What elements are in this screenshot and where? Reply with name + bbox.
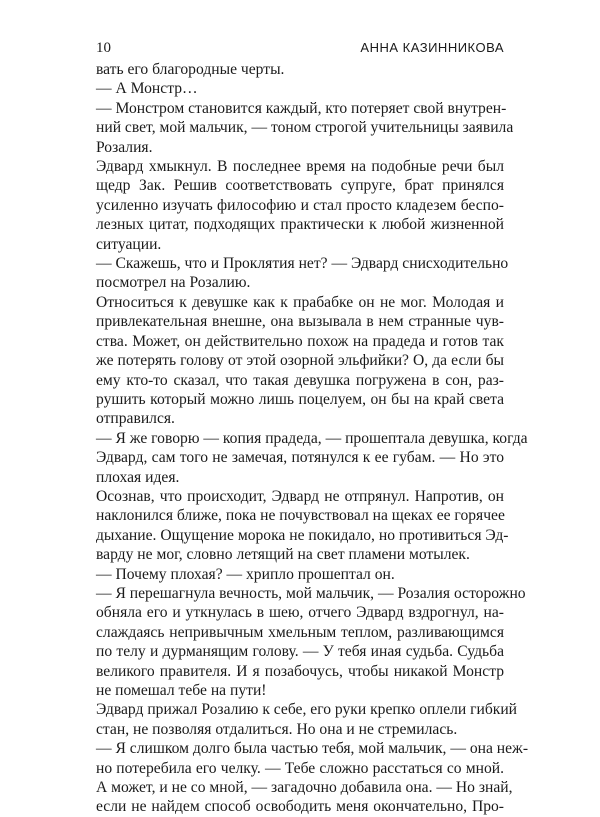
text-line: наклонился ближе, пока не почувствовал на щеках ее горячее [96, 507, 505, 525]
text-line: ства. Может, он действительно похож на прадеда и готов так [96, 332, 504, 350]
text-line: ему кто-то сказал, что такая девушка погружена в сон, раз- [96, 371, 504, 389]
text-line: Розалия. [96, 138, 153, 156]
text-line: Эдвард хмыкнул. В последнее время на подобные речи был [96, 158, 504, 176]
text-line: Осознав, что происходит, Эдвард не отпрянул. Напротив, он [96, 487, 504, 505]
text-line: стан, не позволяя отдалиться. Но она и не стремилась. [96, 720, 458, 738]
text-line: слаждаясь непривычным хмельным теплом, разливающимся [96, 623, 504, 641]
text-line: — Скажешь, что и Проклятия нет? — Эдвард снисходительно [96, 255, 509, 273]
page-number: 10 [96, 40, 111, 56]
text-line: Эдвард, сам того не замечая, потянулся к ее губам. — Но это [96, 449, 504, 467]
text-line: усиленно изучать философию и стал просто кладезем беспо- [96, 196, 504, 214]
text-line: плохая идея. [96, 468, 180, 486]
text-line: посмотрел на Розалию. [96, 274, 251, 292]
text-line: — Я перешагнула вечность, мой мальчик, — Розалия осторожно [96, 584, 526, 602]
text-line: рушить который можно лишь поцелуем, он бы на край света [96, 390, 504, 408]
author-running-head: АННА КАЗИННИКОВА [360, 40, 504, 55]
text-line: — Монстром становится каждый, кто потеряет свой внутрен- [96, 99, 507, 117]
text-line: — Почему плохая? — хрипло прошептал он. [96, 565, 395, 583]
text-line: — А Монстр… [96, 80, 198, 98]
page-header [96, 40, 504, 60]
text-line: по телу и дурманящим голову. — У тебя иная судьба. Судьба [96, 643, 504, 661]
text-line: ситуации. [96, 235, 162, 253]
text-line: великого правителя. И я позабочусь, чтобы никакой Монстр [96, 662, 504, 680]
text-line: же потерять голову от этой озорной эльфийки? О, да если бы [96, 352, 504, 370]
text-line: но потеребила его челку. — Тебе сложно расстаться со мной. [96, 759, 504, 777]
text-line: щедр Зак. Решив соответствовать супруге, брат принялся [96, 177, 504, 195]
text-line: — Я слишком долго была частью тебя, мой мальчик, — она неж- [96, 740, 529, 758]
text-line: отправился. [96, 410, 175, 428]
text-line: дыхание. Ощущение морока не покидало, но противиться Эд- [96, 526, 509, 544]
text-line: ний свет, мой мальчик, — тоном строгой учительницы заявила [96, 119, 514, 137]
text-line: Эдвард прижал Розалию к себе, его руки крепко оплели гибкий [96, 701, 518, 719]
text-line: — Я же говорю — копия прадеда, — прошептала девушка, когда [96, 429, 528, 447]
text-line: лезных цитат, подходящих практически к любой жизненной [96, 216, 504, 234]
text-line: А может, и не со мной, — загадочно добавила она. — Но знай, [96, 779, 513, 797]
text-line: не помешал тебе на пути! [96, 682, 267, 699]
text-line: варду не мог, словно летящий на свет пламени мотылек. [96, 546, 470, 564]
text-line: Относиться к девушке как к прабабке он не мог. Молодая и [96, 293, 504, 311]
body-text [96, 60, 529, 817]
text-line: обняла его и уткнулась в шею, отчего Эдвард вздрогнул, на- [96, 604, 504, 622]
text-line: привлекательная внешне, она вызывала в нем странные чув- [96, 313, 504, 331]
text-line: если не найдем способ освободить меня окончательно, Про- [96, 798, 504, 816]
text-line: вать его благородные черты. [96, 61, 285, 78]
